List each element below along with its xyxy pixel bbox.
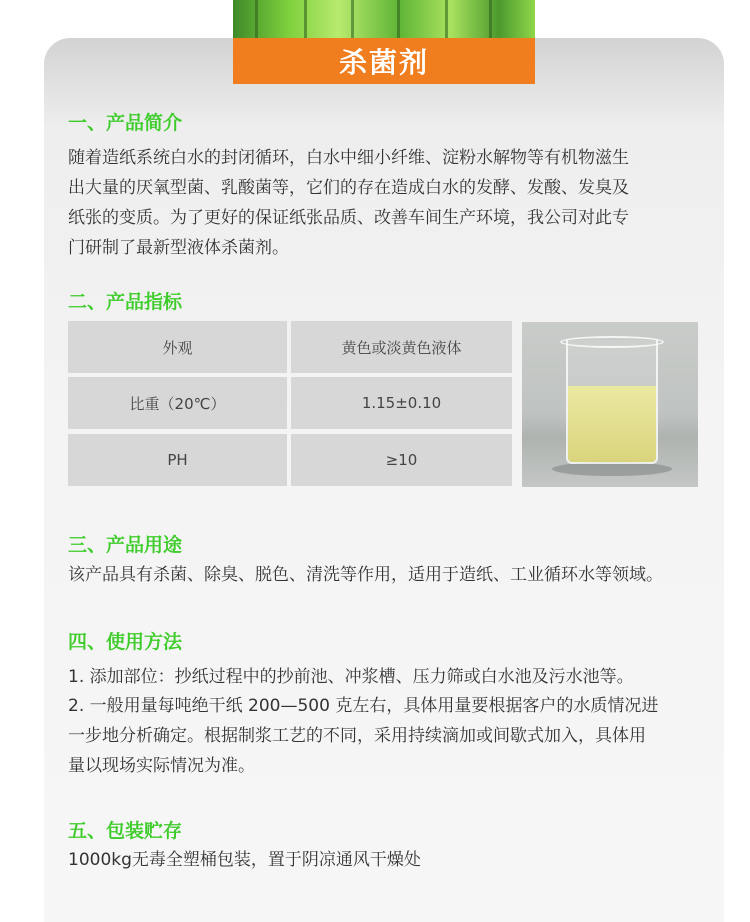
intro-line: 纸张的变质。为了更好的保证纸张品质、改善车间生产环境，我公司对此专 — [68, 208, 629, 228]
product-beaker-photo — [522, 322, 698, 487]
bamboo-banner-image — [233, 0, 535, 40]
page-title: 杀菌剂 — [338, 46, 429, 79]
spec-row — [68, 321, 512, 373]
section-heading-method: 四、使用方法 — [68, 631, 183, 653]
spec-value: 黄色或淡黄色液体 — [291, 321, 512, 373]
spec-row — [68, 377, 512, 429]
section-heading-usage: 三、产品用途 — [68, 534, 183, 556]
section-heading-intro: 一、产品简介 — [68, 112, 183, 134]
intro-line: 随着造纸系统白水的封闭循环，白水中细小纤维、淀粉水解物等有机物滋生 — [68, 148, 629, 168]
packaging-line: 1000kg无毒全塑桶包装，置于阴凉通风干燥处 — [68, 850, 421, 870]
intro-line: 门研制了最新型液体杀菌剂。 — [68, 238, 289, 258]
spec-value: ≥10 — [291, 434, 512, 486]
section-heading-specs: 二、产品指标 — [68, 291, 183, 313]
section-heading-packaging: 五、包装贮存 — [68, 820, 183, 842]
spec-name: 比重（20℃） — [68, 377, 287, 429]
spec-name: 外观 — [68, 321, 287, 373]
usage-line: 该产品具有杀菌、除臭、脱色、清洗等作用，适用于造纸、工业循环水等领域。 — [68, 565, 663, 585]
spec-value: 1.15±0.10 — [291, 377, 512, 429]
title-bar — [233, 38, 535, 84]
method-line: 量以现场实际情况为准。 — [68, 756, 255, 776]
spec-name: PH — [68, 434, 287, 486]
method-line: 2. 一般用量每吨绝干纸 200—500 克左右，具体用量要根据客户的水质情况进 — [68, 696, 659, 716]
method-line: 1. 添加部位：抄纸过程中的抄前池、冲浆槽、压力筛或白水池及污水池等。 — [68, 667, 634, 687]
method-line: 一步地分析确定。根据制浆工艺的不同，采用持续滴加或间歇式加入，具体用 — [68, 726, 646, 746]
spec-row — [68, 434, 512, 486]
intro-line: 出大量的厌氧型菌、乳酸菌等，它们的存在造成白水的发酵、发酸、发臭及 — [68, 178, 629, 198]
